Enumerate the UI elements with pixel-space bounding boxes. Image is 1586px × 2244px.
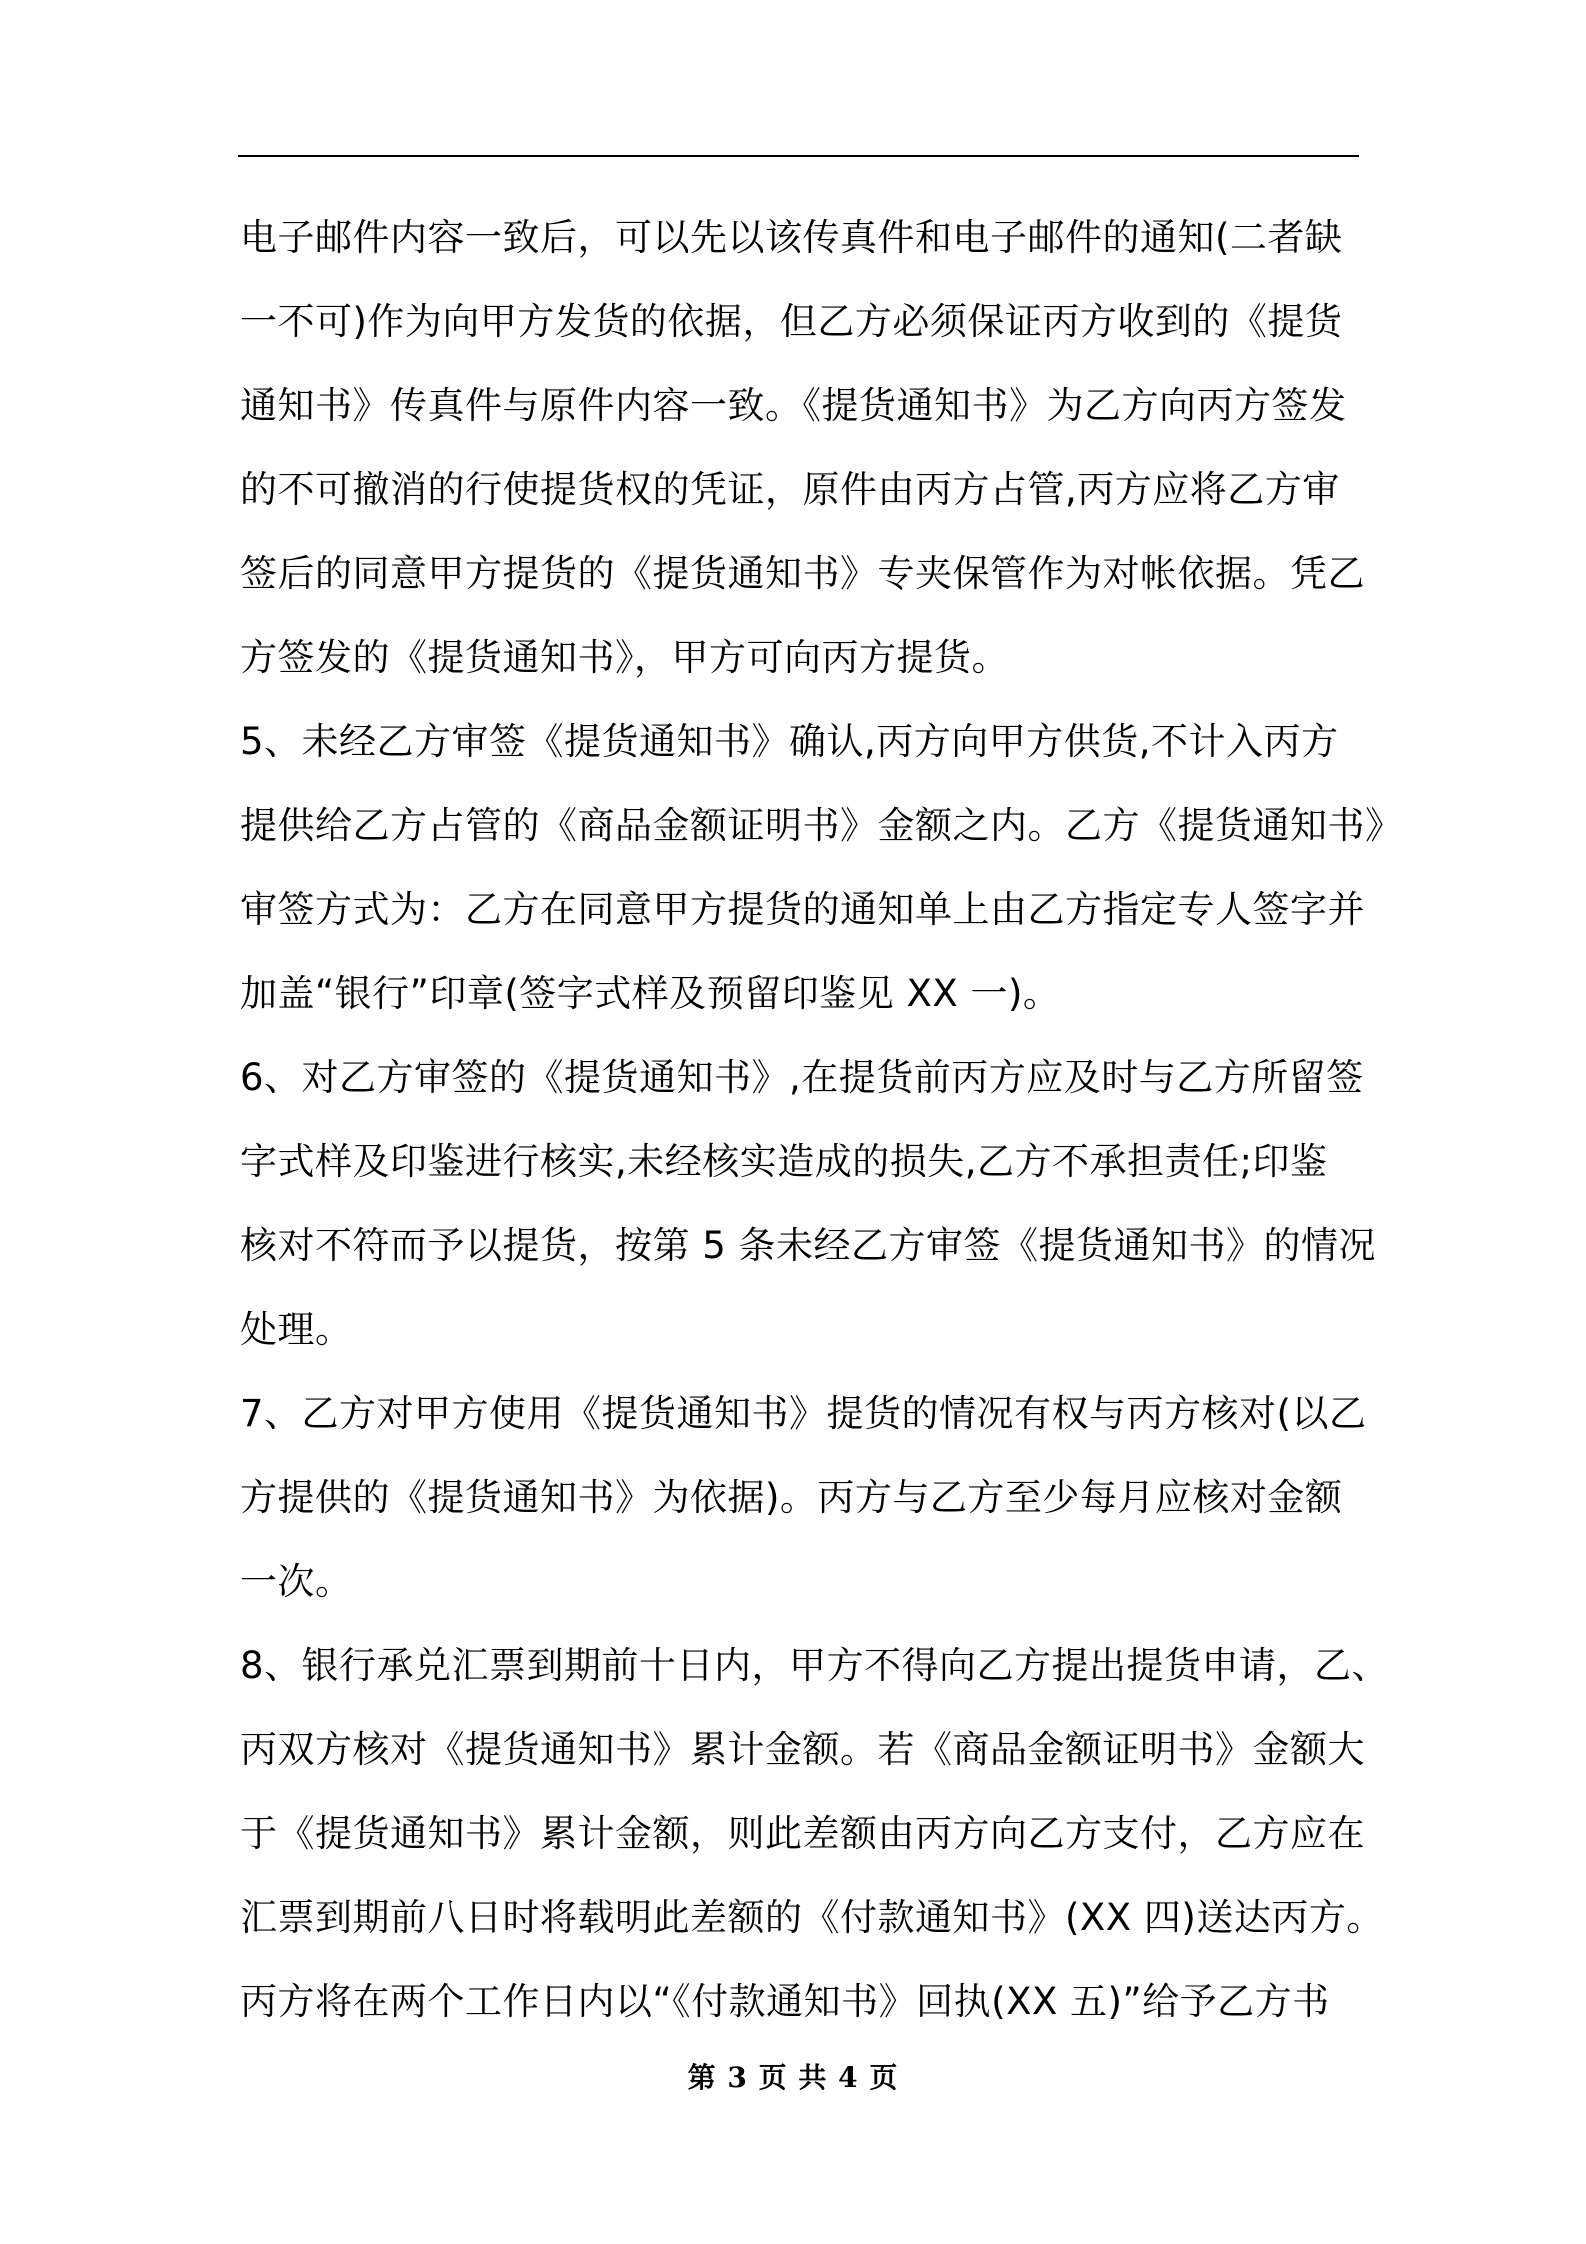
header-divider	[238, 155, 1359, 157]
text-line: 8、银行承兑汇票到期前十日内，甲方不得向乙方提出提货申请，乙、	[240, 1644, 1390, 1687]
text-line: 方提供的《提货通知书》为依据)。丙方与乙方至少每月应核对金额	[240, 1476, 1343, 1519]
text-line: 字式样及印鉴进行核实,未经核实造成的损失,乙方不承担责任;印鉴	[240, 1140, 1328, 1183]
text-line: 7、乙方对甲方使用《提货通知书》提货的情况有权与丙方核对(以乙	[240, 1392, 1367, 1435]
text-line: 审签方式为：乙方在同意甲方提货的通知单上由乙方指定专人签字并	[240, 888, 1365, 931]
text-line: 通知书》传真件与原件内容一致。《提货通知书》为乙方向丙方签发	[240, 384, 1347, 427]
page-number-footer: 第 3 页 共 4 页	[687, 2061, 899, 2094]
text-line: 提供给乙方占管的《商品金额证明书》金额之内。乙方《提货通知书》	[240, 804, 1403, 847]
text-line: 的不可撤消的行使提货权的凭证，原件由丙方占管,丙方应将乙方审	[240, 468, 1340, 511]
text-line: 核对不符而予以提货，按第 5 条未经乙方审签《提货通知书》的情况	[240, 1224, 1377, 1267]
text-line: 一次。	[240, 1560, 353, 1603]
text-line: 丙方将在两个工作日内以“《付款通知书》回执(XX 五)”给予乙方书	[240, 1980, 1330, 2023]
text-line: 丙双方核对《提货通知书》累计金额。若《商品金额证明书》金额大	[240, 1728, 1365, 1771]
text-line: 处理。	[240, 1308, 353, 1351]
document-body	[240, 196, 1403, 2044]
text-line: 方签发的《提货通知书》，甲方可向丙方提货。	[240, 636, 1009, 679]
text-line: 6、对乙方审签的《提货通知书》,在提货前丙方应及时与乙方所留签	[240, 1056, 1364, 1099]
text-line: 签后的同意甲方提货的《提货通知书》专夹保管作为对帐依据。凭乙	[240, 552, 1365, 595]
text-line: 电子邮件内容一致后，可以先以该传真件和电子邮件的通知(二者缺	[240, 216, 1343, 259]
text-line: 一不可)作为向甲方发货的依据，但乙方必须保证丙方收到的《提货	[240, 300, 1343, 343]
text-line: 5、未经乙方审签《提货通知书》确认,丙方向甲方供货,不计入丙方	[240, 720, 1339, 763]
text-line: 汇票到期前八日时将载明此差额的《付款通知书》(XX 四)送达丙方。	[240, 1896, 1384, 1939]
text-line: 于《提货通知书》累计金额，则此差额由丙方向乙方支付，乙方应在	[240, 1812, 1365, 1855]
text-line: 加盖“银行”印章(签字式样及预留印鉴见 XX 一)。	[240, 972, 1061, 1015]
